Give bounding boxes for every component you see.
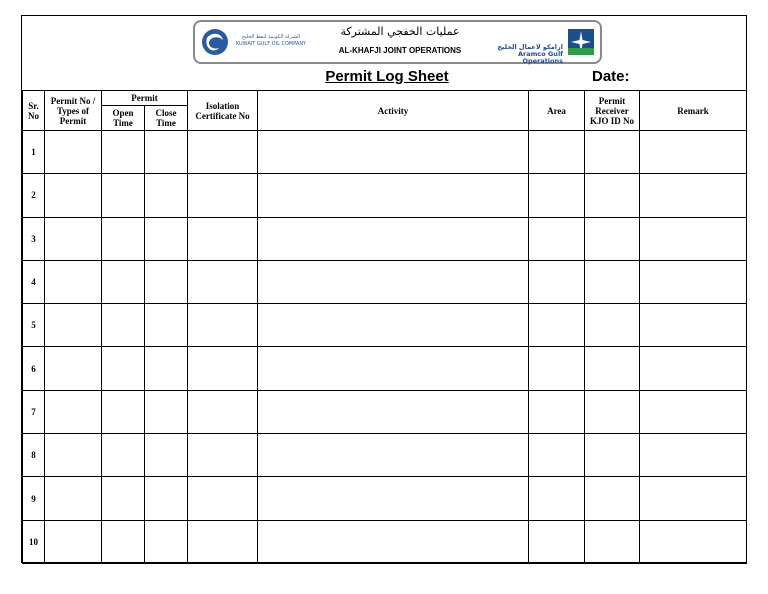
row-number: 1 (23, 131, 45, 174)
close-time-cell[interactable] (145, 477, 188, 520)
remark-cell[interactable] (640, 390, 747, 433)
aramco-name-en: Aramco Gulf Operations (518, 50, 563, 65)
isolation-cert-cell[interactable] (188, 477, 258, 520)
table-row (23, 477, 747, 520)
close-time-cell[interactable] (145, 434, 188, 477)
col-header-permit-no: Permit No / Types of Permit (45, 91, 102, 131)
permit-no-cell[interactable] (45, 477, 102, 520)
permit-no-cell[interactable] (45, 520, 102, 563)
close-time-cell[interactable] (145, 520, 188, 563)
remark-cell[interactable] (640, 434, 747, 477)
remark-cell[interactable] (640, 174, 747, 217)
open-time-cell[interactable] (102, 390, 145, 433)
date-label: Date: (592, 68, 630, 85)
col-header-isolation-cert: Isolation Certificate No (188, 91, 258, 131)
open-time-cell[interactable] (102, 174, 145, 217)
activity-cell[interactable] (258, 390, 529, 433)
area-cell[interactable] (529, 390, 585, 433)
kgoc-logo-icon (201, 28, 229, 56)
permit-no-cell[interactable] (45, 217, 102, 260)
isolation-cert-cell[interactable] (188, 304, 258, 347)
col-header-permit-receiver: Permit Receiver KJO ID No (585, 91, 640, 131)
row-number: 6 (23, 347, 45, 390)
row-number: 7 (23, 390, 45, 433)
page-title: Permit Log Sheet (325, 68, 449, 85)
table-row (23, 434, 747, 477)
aramco-name (477, 44, 563, 65)
permit-receiver-cell[interactable] (585, 390, 640, 433)
remark-cell[interactable] (640, 304, 747, 347)
row-number: 10 (23, 520, 45, 563)
activity-cell[interactable] (258, 477, 529, 520)
activity-cell[interactable] (258, 520, 529, 563)
open-time-cell[interactable] (102, 131, 145, 174)
remark-cell[interactable] (640, 260, 747, 303)
activity-cell[interactable] (258, 217, 529, 260)
area-cell[interactable] (529, 347, 585, 390)
aramco-name-ar: ارامكو لاعمال الخليج (497, 43, 563, 51)
permit-receiver-cell[interactable] (585, 131, 640, 174)
row-number: 2 (23, 174, 45, 217)
table-body (23, 131, 747, 564)
permit-no-cell[interactable] (45, 434, 102, 477)
permit-log-table (22, 90, 747, 564)
permit-receiver-cell[interactable] (585, 347, 640, 390)
activity-cell[interactable] (258, 347, 529, 390)
permit-no-cell[interactable] (45, 260, 102, 303)
permit-receiver-cell[interactable] (585, 520, 640, 563)
permit-receiver-cell[interactable] (585, 174, 640, 217)
col-header-area: Area (529, 91, 585, 131)
permit-receiver-cell[interactable] (585, 260, 640, 303)
close-time-cell[interactable] (145, 217, 188, 260)
kgoc-name (231, 34, 311, 48)
kgoc-name-ar: الشركة الكويتية لنفط الخليج (241, 34, 301, 40)
col-header-remark: Remark (640, 91, 747, 131)
area-cell[interactable] (529, 217, 585, 260)
permit-no-cell[interactable] (45, 347, 102, 390)
row-number: 3 (23, 217, 45, 260)
area-cell[interactable] (529, 131, 585, 174)
isolation-cert-cell[interactable] (188, 131, 258, 174)
aramco-logo-icon (567, 28, 595, 56)
kgoc-name-en: KUWAIT GULF OIL COMPANY (235, 41, 307, 47)
permit-no-cell[interactable] (45, 304, 102, 347)
col-header-close-time: Close Time (145, 106, 188, 131)
open-time-cell[interactable] (102, 477, 145, 520)
area-cell[interactable] (529, 520, 585, 563)
isolation-cert-cell[interactable] (188, 174, 258, 217)
table-row (23, 520, 747, 563)
close-time-cell[interactable] (145, 304, 188, 347)
remark-cell[interactable] (640, 347, 747, 390)
col-header-permit-group: Permit (102, 91, 188, 106)
area-cell[interactable] (529, 434, 585, 477)
activity-cell[interactable] (258, 174, 529, 217)
joint-operations-name-ar: عمليات الخفجي المشتركة (340, 25, 460, 38)
activity-cell[interactable] (258, 434, 529, 477)
table-row (23, 347, 747, 390)
table-row (23, 304, 747, 347)
table-row (23, 174, 747, 217)
remark-cell[interactable] (640, 131, 747, 174)
isolation-cert-cell[interactable] (188, 390, 258, 433)
table-row (23, 217, 747, 260)
permit-receiver-cell[interactable] (585, 477, 640, 520)
permit-no-cell[interactable] (45, 131, 102, 174)
sheet-header (22, 16, 746, 90)
isolation-cert-cell[interactable] (188, 260, 258, 303)
table-header-row (23, 91, 747, 106)
remark-cell[interactable] (640, 217, 747, 260)
isolation-cert-cell[interactable] (188, 520, 258, 563)
close-time-cell[interactable] (145, 174, 188, 217)
table-row (23, 260, 747, 303)
activity-cell[interactable] (258, 131, 529, 174)
permit-receiver-cell[interactable] (585, 217, 640, 260)
table-row (23, 390, 747, 433)
col-header-activity: Activity (258, 91, 529, 131)
close-time-cell[interactable] (145, 347, 188, 390)
open-time-cell[interactable] (102, 434, 145, 477)
remark-cell[interactable] (640, 477, 747, 520)
isolation-cert-cell[interactable] (188, 347, 258, 390)
permit-log-sheet (21, 15, 747, 563)
permit-receiver-cell[interactable] (585, 304, 640, 347)
activity-cell[interactable] (258, 260, 529, 303)
isolation-cert-cell[interactable] (188, 434, 258, 477)
remark-cell[interactable] (640, 520, 747, 563)
area-cell[interactable] (529, 477, 585, 520)
open-time-cell[interactable] (102, 347, 145, 390)
table-row (23, 131, 747, 174)
close-time-cell[interactable] (145, 260, 188, 303)
activity-cell[interactable] (258, 304, 529, 347)
open-time-cell[interactable] (102, 260, 145, 303)
open-time-cell[interactable] (102, 217, 145, 260)
permit-no-cell[interactable] (45, 174, 102, 217)
permit-no-cell[interactable] (45, 390, 102, 433)
isolation-cert-cell[interactable] (188, 217, 258, 260)
company-logo-banner (193, 20, 602, 64)
row-number: 8 (23, 434, 45, 477)
area-cell[interactable] (529, 260, 585, 303)
close-time-cell[interactable] (145, 131, 188, 174)
row-number: 9 (23, 477, 45, 520)
open-time-cell[interactable] (102, 520, 145, 563)
permit-receiver-cell[interactable] (585, 434, 640, 477)
area-cell[interactable] (529, 174, 585, 217)
area-cell[interactable] (529, 304, 585, 347)
col-header-open-time: Open Time (102, 106, 145, 131)
joint-operations-name-en: AL-KHAFJI JOINT OPERATIONS (338, 46, 462, 55)
close-time-cell[interactable] (145, 390, 188, 433)
open-time-cell[interactable] (102, 304, 145, 347)
col-header-sr-no: Sr. No (23, 91, 45, 131)
row-number: 4 (23, 260, 45, 303)
row-number: 5 (23, 304, 45, 347)
